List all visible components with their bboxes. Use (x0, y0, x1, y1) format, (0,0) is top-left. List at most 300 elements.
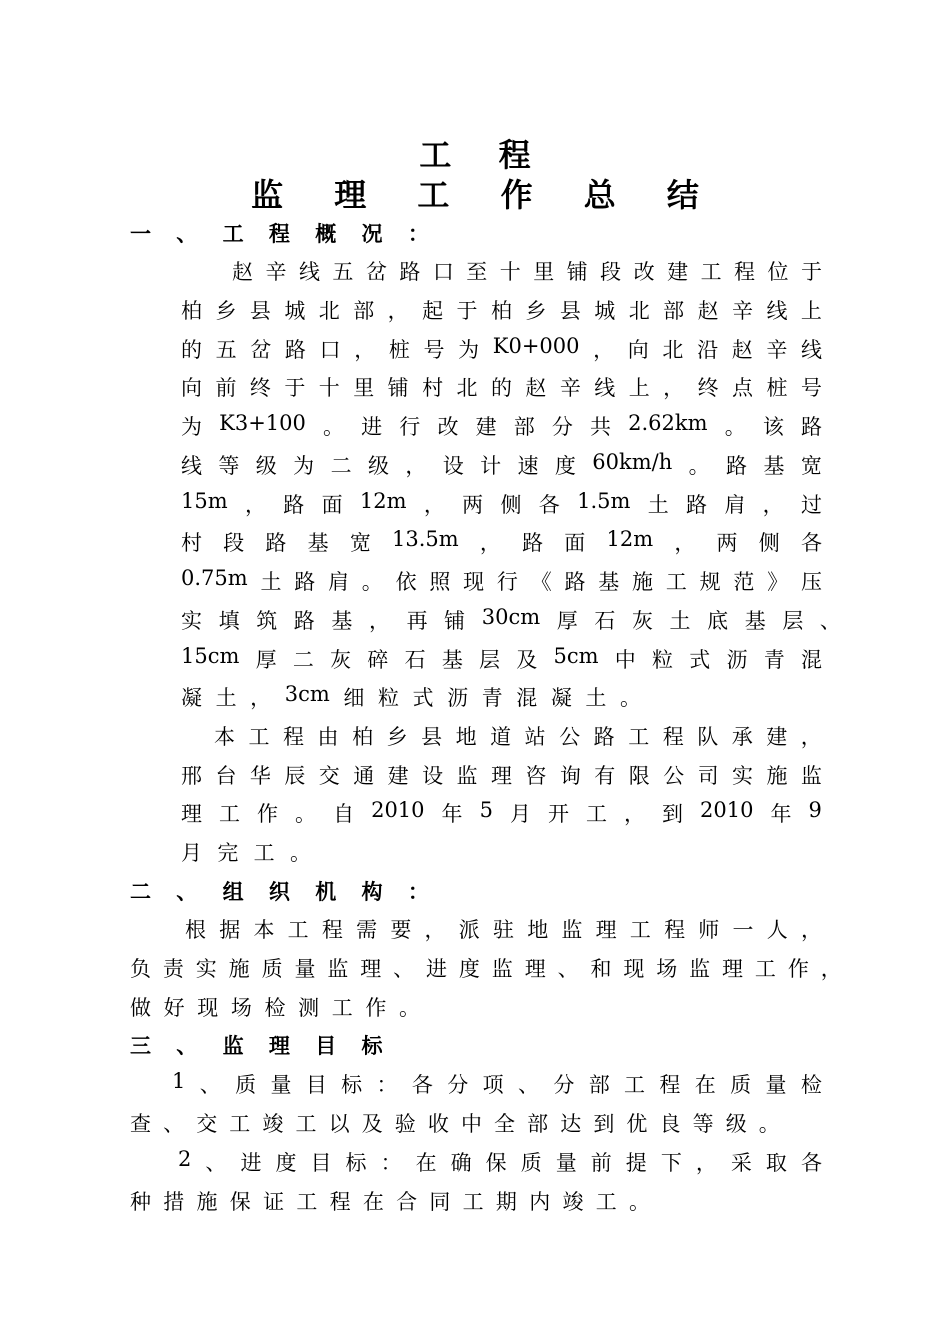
text-token: 依 (395, 570, 417, 594)
text-token: 现 (623, 957, 645, 981)
text-token: 有 (594, 764, 616, 788)
text-token: 做 (130, 996, 151, 1020)
text-token: 地 (455, 725, 477, 749)
text-token: 前 (215, 376, 237, 400)
text-token: ， (387, 299, 409, 323)
text-token: 段 (223, 531, 245, 555)
text-token: 道 (490, 725, 512, 749)
text-token: 工 (287, 918, 309, 942)
text-token: 沥 (447, 686, 469, 710)
text-token: 监 (561, 918, 583, 942)
text-token: K0+000 (492, 334, 580, 358)
text-token: 公 (559, 725, 581, 749)
text-token: 肩 (328, 570, 350, 594)
text-token: 标 (345, 1151, 367, 1175)
text-token: 路 (283, 493, 305, 517)
text-token: 线 (594, 376, 616, 400)
text-token: 基 (441, 648, 463, 672)
text-token: 填 (218, 609, 240, 633)
text-token: 沥 (726, 648, 748, 672)
text-token: 于 (284, 376, 306, 400)
text-token: 施 (632, 570, 654, 594)
text-token: 现 (197, 996, 219, 1020)
text-token: 至 (466, 260, 488, 284)
text-token: 侧 (758, 531, 780, 555)
text-token: 理 (722, 957, 744, 981)
text-token: 施 (196, 1190, 218, 1214)
text-token: 赵 (525, 376, 547, 400)
text-token: 里 (353, 376, 375, 400)
text-token: 为 (293, 454, 315, 478)
text-token: 保 (229, 1190, 251, 1214)
text-token: 面 (564, 531, 586, 555)
text-token: ， (479, 531, 501, 555)
text-token: 五 (332, 260, 354, 284)
text-token: 目 (305, 1073, 327, 1097)
text-token: 赵 (232, 260, 253, 284)
text-token: 竣 (262, 1112, 284, 1136)
text-token: 路 (293, 609, 315, 633)
text-token: 承 (731, 725, 753, 749)
text-token: 程 (659, 1073, 681, 1097)
text-token: 混 (516, 686, 538, 710)
text-token: 2010 (700, 798, 754, 822)
text-token: 基 (598, 570, 620, 594)
text-token: 工 (629, 918, 651, 942)
text-token: 及 (516, 648, 538, 672)
text-token: 粒 (377, 686, 399, 710)
text-token: 13.5m (392, 527, 459, 551)
text-token: 理 (181, 802, 202, 826)
text-token: 在 (694, 1073, 716, 1097)
text-token: 部 (663, 299, 685, 323)
text-token: ， (800, 918, 822, 942)
text-token: 、 (199, 1073, 221, 1097)
text-token: 。 (688, 454, 710, 478)
text-token: 及 (361, 1112, 383, 1136)
text-token: ， (368, 609, 390, 633)
text-token: 保 (485, 1151, 507, 1175)
text-token: 据 (219, 918, 241, 942)
text-token: 上 (628, 376, 650, 400)
text-token: 层 (782, 609, 804, 633)
text-token: 施 (766, 764, 788, 788)
text-token: 辛 (766, 338, 788, 362)
text-token: 年 (441, 802, 463, 826)
overview-line-2 (181, 295, 822, 325)
text-token: 优 (626, 1112, 648, 1136)
text-token: 30cm (481, 605, 541, 629)
text-token: 理 (524, 957, 546, 981)
text-token: 取 (765, 1151, 787, 1175)
text-token: 于 (800, 260, 822, 284)
text-token: 中 (614, 648, 636, 672)
text-token: 合 (396, 1190, 418, 1214)
text-token: 辛 (732, 299, 753, 323)
text-token: 下 (660, 1151, 682, 1175)
text-token: 理 (360, 957, 382, 981)
text-token: 十 (499, 260, 521, 284)
text-token: 岔 (250, 338, 272, 362)
text-token: 青 (481, 686, 503, 710)
text-token: 上 (800, 299, 822, 323)
text-token: 层 (479, 648, 501, 672)
text-token: 完 (217, 841, 239, 865)
text-token: 部 (513, 415, 535, 439)
text-token: ， (593, 338, 615, 362)
text-token: 底 (707, 609, 729, 633)
text-token: 土 (215, 686, 237, 710)
text-token: 路 (265, 531, 287, 555)
text-token: 起 (422, 299, 444, 323)
overview-line-16 (181, 837, 311, 867)
text-token: 碎 (367, 648, 389, 672)
text-token: 计 (480, 454, 502, 478)
text-token: 、 (205, 1151, 227, 1175)
text-token: 级 (255, 454, 277, 478)
text-token: ： (380, 1151, 402, 1175)
text-token: 两 (462, 493, 484, 517)
text-token: 行 (399, 415, 421, 439)
text-token: ， (820, 957, 842, 981)
text-token: 交 (196, 1112, 218, 1136)
section-heading-overview: 一 、 工 程 概 况 ： (130, 222, 438, 246)
text-token: ， (354, 338, 376, 362)
text-token: ， (663, 376, 685, 400)
text-token: 询 (559, 764, 581, 788)
text-token: 质 (520, 1151, 542, 1175)
text-token: 岔 (365, 260, 387, 284)
text-token: 限 (628, 764, 650, 788)
text-token: 工 (253, 841, 275, 865)
text-token: 城 (284, 299, 306, 323)
overview-line-1 (232, 256, 822, 286)
text-token: 、 (163, 1112, 185, 1136)
text-token: 确 (450, 1151, 472, 1175)
text-token: 规 (699, 570, 721, 594)
text-token: 柏 (181, 299, 202, 323)
text-token: 程 (283, 725, 305, 749)
text-token: 0.75m (181, 566, 248, 590)
text-token: 铺 (566, 260, 588, 284)
text-token: 城 (594, 299, 616, 323)
text-token: 到 (593, 1112, 615, 1136)
text-token: 进 (426, 957, 448, 981)
objective-line-1 (172, 1069, 822, 1099)
text-token: 场 (656, 957, 678, 981)
text-token: 量 (294, 957, 316, 981)
text-token: 实 (732, 764, 753, 788)
text-token: 线 (766, 299, 788, 323)
text-token: 实 (195, 957, 217, 981)
text-token: 工 (462, 1190, 484, 1214)
text-token: 好 (163, 996, 185, 1020)
text-token: 司 (697, 764, 719, 788)
overview-line-5 (181, 411, 822, 441)
text-token: 交 (318, 764, 340, 788)
text-token: 石 (404, 648, 426, 672)
text-token: 式 (412, 686, 434, 710)
text-token: 邢 (181, 764, 202, 788)
text-token: 厚 (556, 609, 578, 633)
text-token: 十 (318, 376, 340, 400)
text-token: 凝 (550, 686, 572, 710)
text-token: 提 (625, 1151, 647, 1175)
text-token: 口 (432, 260, 454, 284)
text-token: 1.5m (577, 489, 631, 513)
text-token: 。 (758, 1112, 780, 1136)
text-token: 两 (716, 531, 738, 555)
text-token: 检 (800, 1073, 822, 1097)
overview-line-10 (181, 605, 841, 635)
text-token: 部 (588, 1073, 610, 1097)
text-token: 肩 (724, 493, 746, 517)
text-token: 。 (323, 415, 345, 439)
text-token: 压 (800, 570, 822, 594)
text-token: 咨 (525, 764, 547, 788)
text-token: 、 (393, 957, 415, 981)
text-token: 建 (766, 725, 788, 749)
overview-line-6 (181, 450, 822, 480)
text-token: 检 (264, 996, 286, 1020)
text-token: 路 (399, 260, 421, 284)
text-token: 程 (734, 260, 756, 284)
text-token: 。 (619, 686, 641, 710)
text-token: 路 (800, 415, 822, 439)
text-token: 向 (627, 338, 649, 362)
text-token: 通 (353, 764, 375, 788)
text-token: 柏 (352, 725, 374, 749)
text-token: 理 (490, 764, 512, 788)
overview-line-15 (181, 798, 822, 828)
text-token: 2 (178, 1147, 192, 1171)
text-token: 工 (754, 957, 776, 981)
text-token: 在 (415, 1151, 437, 1175)
text-token: 基 (331, 609, 353, 633)
text-token: 队 (697, 725, 719, 749)
text-token: 一 (732, 918, 754, 942)
section-heading-organization: 二 、 组 织 机 构 ： (130, 880, 438, 904)
text-token: 开 (547, 802, 569, 826)
text-token: 辛 (559, 376, 581, 400)
text-token: 驻 (492, 918, 514, 942)
text-token: 为 (458, 338, 480, 362)
text-token: 月 (181, 841, 202, 865)
objective-line-2 (130, 1108, 780, 1138)
text-token: 工 (624, 1073, 646, 1097)
text-token: 12m (606, 527, 654, 551)
text-token: 量 (270, 1073, 292, 1097)
text-token: 。 (361, 570, 383, 594)
text-token: 良 (659, 1112, 681, 1136)
text-token: 粒 (652, 648, 674, 672)
text-token: 设 (442, 454, 464, 478)
overview-line-14 (181, 760, 822, 790)
overview-line-7 (181, 489, 822, 519)
text-token: 县 (559, 299, 581, 323)
text-token: 分 (447, 1073, 469, 1097)
text-token: 要 (390, 918, 412, 942)
text-token: 查 (130, 1112, 151, 1136)
text-token: 线 (800, 338, 822, 362)
text-token: 建 (387, 764, 409, 788)
text-token: 达 (560, 1112, 582, 1136)
text-token: 部 (353, 299, 375, 323)
text-token: 基 (307, 531, 329, 555)
text-token: 自 (333, 802, 355, 826)
text-token: 作 (365, 996, 387, 1020)
text-token: 华 (249, 764, 271, 788)
text-token: 5cm (553, 644, 599, 668)
text-token: ， (624, 802, 645, 826)
text-token: 负 (130, 957, 151, 981)
text-token: 照 (429, 570, 451, 594)
text-token: 部 (527, 1112, 549, 1136)
text-token: 级 (725, 1112, 747, 1136)
text-token: ， (674, 531, 696, 555)
text-token: 程 (662, 725, 684, 749)
text-token: 北 (662, 338, 684, 362)
text-token: 验 (394, 1112, 416, 1136)
text-token: 进 (240, 1151, 262, 1175)
text-token: 工 (595, 1190, 617, 1214)
text-token: 工 (248, 725, 270, 749)
overview-line-9 (181, 566, 822, 596)
text-token: 年 (770, 802, 792, 826)
text-token: 乡 (215, 299, 237, 323)
text-token: 改 (437, 415, 459, 439)
text-token: 在 (362, 1190, 384, 1214)
text-token: 基 (763, 454, 785, 478)
text-token: 量 (555, 1151, 577, 1175)
overview-line-12 (181, 682, 641, 712)
text-token: K3+100 (219, 411, 306, 435)
text-token: 15m (181, 489, 228, 513)
text-token: 理 (595, 918, 617, 942)
text-token: 路 (726, 454, 748, 478)
text-token: 。 (399, 996, 420, 1020)
text-token: 桩 (766, 376, 788, 400)
text-token: 、 (557, 957, 579, 981)
text-token: 地 (527, 918, 549, 942)
text-token: 路 (564, 570, 586, 594)
overview-line-3 (181, 334, 822, 364)
text-token: 、 (819, 609, 841, 633)
text-token: 、 (517, 1073, 539, 1097)
text-token: 以 (328, 1112, 350, 1136)
text-token: 各 (538, 493, 560, 517)
text-token: 。 (295, 802, 317, 826)
text-token: 改 (633, 260, 655, 284)
text-token: 。 (724, 415, 746, 439)
text-token: 路 (522, 531, 544, 555)
text-token: 终 (697, 376, 719, 400)
text-token: 再 (406, 609, 428, 633)
text-token: ， (695, 1151, 717, 1175)
text-token: 度 (554, 454, 576, 478)
objective-line-3 (178, 1147, 822, 1177)
text-token: 9 (808, 798, 822, 822)
text-token: 质 (730, 1073, 752, 1097)
text-token: 工 (585, 802, 607, 826)
organization-line-1 (185, 914, 822, 944)
text-token: 赵 (731, 338, 753, 362)
text-token: 2.62km (628, 411, 708, 435)
text-token: 作 (787, 957, 809, 981)
text-token: 标 (341, 1073, 363, 1097)
text-token: 公 (663, 764, 685, 788)
text-token: 式 (689, 648, 711, 672)
text-token: 进 (361, 415, 383, 439)
text-token: 程 (329, 1190, 351, 1214)
text-token: 质 (235, 1073, 257, 1097)
text-token: 青 (763, 648, 785, 672)
text-token: 3cm (284, 682, 330, 706)
text-token: 桩 (388, 338, 410, 362)
text-token: 由 (317, 725, 339, 749)
text-token: 级 (367, 454, 389, 478)
text-token: 采 (730, 1151, 752, 1175)
text-token: 分 (551, 415, 573, 439)
text-token: 测 (298, 996, 320, 1020)
text-token: 施 (228, 957, 250, 981)
text-token: 和 (590, 957, 612, 981)
text-token: 辰 (284, 764, 306, 788)
document-title-line-1: 工 程 (419, 136, 549, 174)
text-token: 派 (458, 918, 480, 942)
text-token: 二 (330, 454, 352, 478)
text-token: 过 (800, 493, 822, 517)
text-token: 向 (181, 376, 202, 400)
text-token: 本 (214, 725, 235, 749)
text-token: 根 (185, 918, 206, 942)
text-token: 本 (253, 918, 275, 942)
text-token: 厚 (255, 648, 277, 672)
text-token: 监 (800, 764, 822, 788)
text-token: 措 (163, 1190, 185, 1214)
text-token: 》 (767, 570, 789, 594)
text-token: 宽 (349, 531, 371, 555)
organization-line-3 (130, 992, 420, 1022)
text-token: 内 (529, 1190, 551, 1214)
overview-line-4 (181, 372, 822, 402)
text-token: 工 (700, 260, 722, 284)
text-token: 监 (456, 764, 478, 788)
text-token: 度 (275, 1151, 297, 1175)
text-token: 石 (594, 609, 616, 633)
text-token: 程 (664, 918, 686, 942)
text-token: 设 (422, 764, 444, 788)
text-token: 建 (667, 260, 689, 284)
text-token: ， (800, 725, 822, 749)
text-token: 人 (766, 918, 788, 942)
text-token: ， (244, 493, 266, 517)
text-token: 的 (490, 376, 512, 400)
text-token: 5 (479, 798, 493, 822)
text-token: 里 (533, 260, 555, 284)
text-token: 乡 (525, 299, 547, 323)
text-token: 共 (590, 415, 611, 439)
text-token: 各 (800, 1151, 822, 1175)
text-token: 监 (327, 957, 349, 981)
text-token: 二 (292, 648, 314, 672)
text-token: 速 (517, 454, 539, 478)
text-token: ， (423, 493, 445, 517)
text-token: 铺 (444, 609, 466, 633)
text-token: 范 (733, 570, 755, 594)
text-token: 月 (509, 802, 531, 826)
text-token: 监 (491, 957, 513, 981)
